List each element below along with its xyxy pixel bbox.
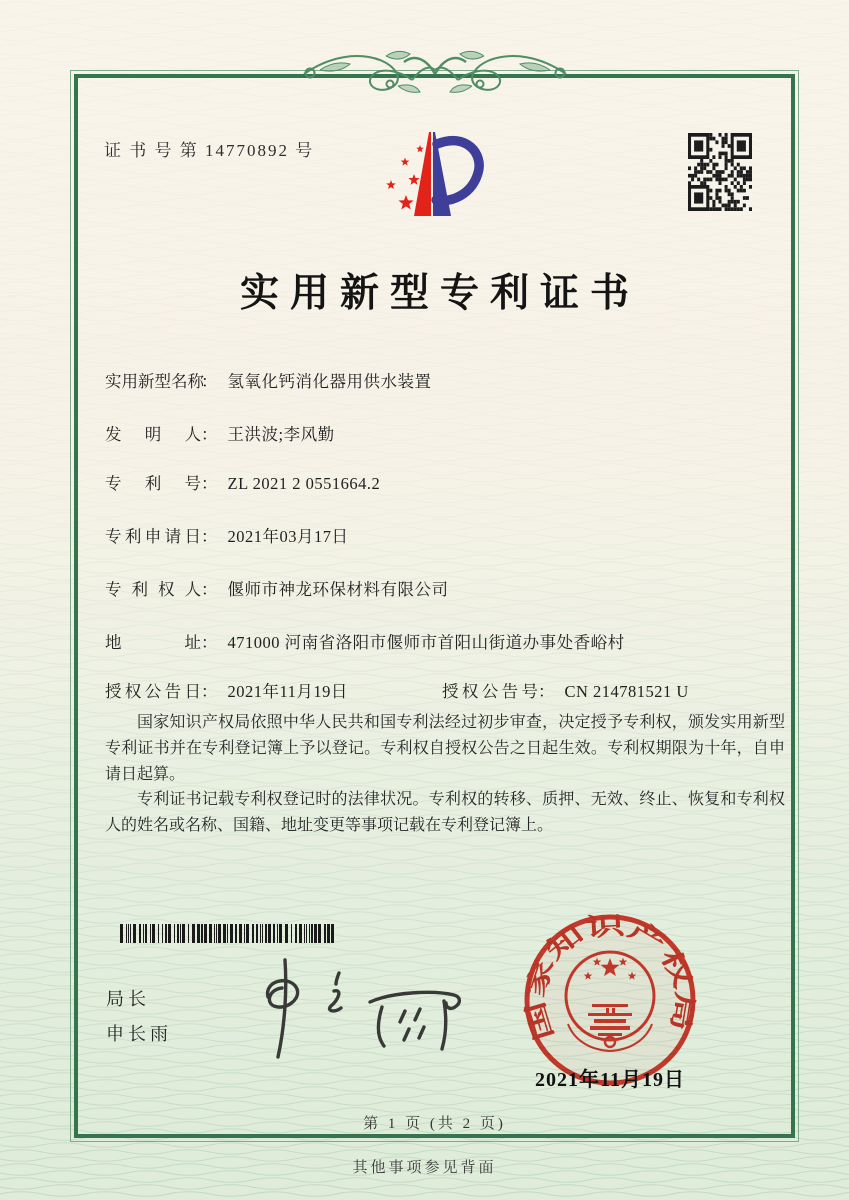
official-seal [518,912,702,1088]
field-label: 专利号 [105,474,201,493]
qr-code [688,133,752,211]
field-value: 偃师市神龙环保材料有限公司 [227,580,449,599]
field-label: 专利权人 [105,580,201,599]
field-value: 471000 河南省洛阳市偃师市首阳山街道办事处香峪村 [227,633,625,652]
field-label: 授权公告日 [105,682,201,701]
back-note: 其他事项参见背面 [352,1160,497,1176]
director-name: 申长雨 [106,1024,172,1044]
director-signature [230,945,480,1070]
field-label: 授权公告号 [442,682,538,701]
field-row-grant: 授权公告日： 2021年11月19日 授权公告号： CN 214781521 U [105,678,348,702]
field-row-patent-no: 专利号： ZL 2021 2 0551664.2 [105,470,380,494]
field-value: ZL 2021 2 0551664.2 [227,474,381,493]
field-label: 地址 [105,633,201,652]
field-grant-number: 授权公告号： CN 214781521 U [442,678,689,702]
seal-date: 2021年11月19日 [535,1069,685,1091]
field-row-name: 实用新型名称： 氢氧化钙消化器用供水装置 [105,368,432,392]
certificate-title: 实用新型专利证书 [239,272,640,315]
legal-paragraph-1: 国家知识产权局依照中华人民共和国专利法经过初步审查，决定授予专利权，颁发实用新型专利证书并在专利登记簿上予以登记。专利权自授权公告之日起生效。专利权期限为十年，自申请日起算。 [105,714,785,783]
field-label: 实用新型名称 [105,372,204,391]
field-value: CN 214781521 U [564,682,689,701]
field-label: 发明人 [105,425,201,444]
field-value: 2021年11月19日 [227,682,348,701]
field-value: 2021年03月17日 [227,527,349,546]
field-row-patentee: 专利权人： 偃师市神龙环保材料有限公司 [105,576,449,600]
seal-text: 国家知识产权局 [522,913,698,1044]
field-row-address: 地址： 471000 河南省洛阳市偃师市首阳山街道办事处香峪村 [105,629,625,653]
page-number: 第 1 页 (共 2 页) [363,1116,506,1132]
field-label: 专利申请日 [105,527,201,546]
field-value: 王洪波;李风勤 [227,425,335,444]
field-row-inventor: 发明人： 王洪波;李风勤 [105,421,335,445]
director-title: 局长 [106,989,150,1009]
barcode [120,924,337,943]
field-row-filing-date: 专利申请日： 2021年03月17日 [105,523,349,547]
floral-ornament-icon [300,40,570,98]
field-value: 氢氧化钙消化器用供水装置 [227,372,432,391]
certificate-number: 证 书 号 第 14770892 号 [104,141,315,160]
legal-paragraph-2: 专利证书记载专利权登记时的法律状况。专利权的转移、质押、无效、终止、恢复和专利权人的姓名或名称、国籍、地址变更等事项记载在专利登记簿上。 [105,791,785,834]
cnipa-logo-icon [378,128,486,220]
